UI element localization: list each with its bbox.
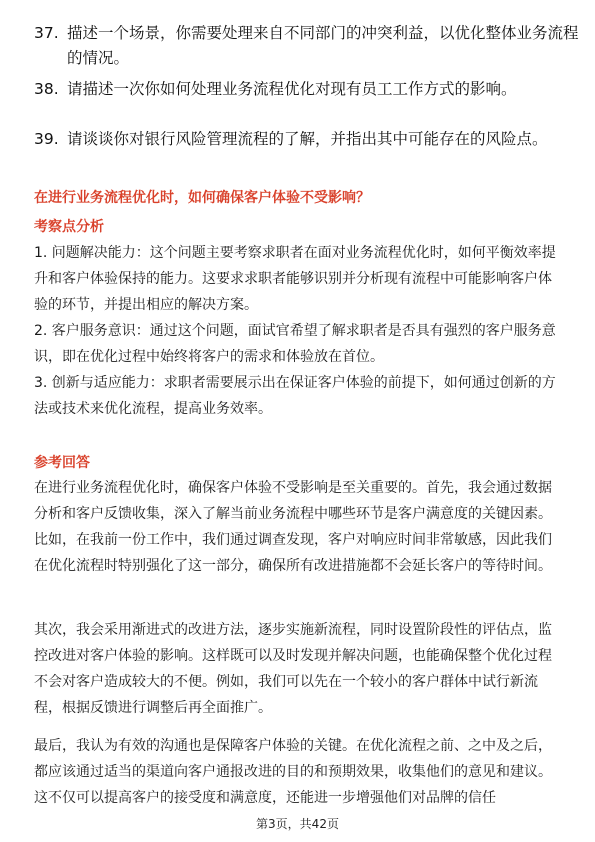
analysis-item: 3. 创新与适应能力：求职者需要展示出在保证客户体验的前提下，如何通过创新的方法或技术来优化流程，提高业务效率。	[34, 375, 556, 417]
section-title: 在进行业务流程优化时，如何确保客户体验不受影响？	[34, 190, 370, 206]
question-number: 38.	[34, 80, 59, 98]
answer-paragraph: 其次，我会采用渐进式的改进方法，逐步实施新流程，同时设置阶段性的评估点，监控改进对客户体验的影响。这样既可以及时发现并解决问题，也能确保整个优化过程不会对客户造成较大的不便。例如，我们可以先在一个较小的客户群体中试行新流程，根据反馈进行调整后再全面推广。	[34, 622, 552, 716]
analysis-heading: 考察点分析	[34, 219, 104, 235]
analysis-item: 2. 客户服务意识：通过这个问题，面试官希望了解求职者是否具有强烈的客户服务意识，即在优化过程中始终将客户的需求和体验放在首位。	[34, 323, 556, 365]
answer-paragraph: 最后，我认为有效的沟通也是保障客户体验的关键。在优化流程之前、之中及之后，都应该通过适当的渠道向客户通报改进的目的和预期效果，收集他们的意见和建议。这不仅可以提高客户的接受度和满意度，还能进一步增强他们对品牌的信任	[34, 738, 552, 806]
question-text: 描述一个场景，你需要处理来自不同部门的冲突利益，以优化整体业务流程的情况。	[67, 24, 579, 67]
page-footer: 第3页，共42页	[256, 817, 339, 831]
answer-heading: 参考回答	[34, 455, 90, 471]
question-text: 请描述一次你如何处理业务流程优化对现有员工工作方式的影响。	[67, 80, 517, 98]
analysis-item: 1. 问题解决能力：这个问题主要考察求职者在面对业务流程优化时，如何平衡效率提升和客户体验保持的能力。这要求求职者能够识别并分析现有流程中可能影响客户体验的环节，并提出相应的解决方案。	[34, 245, 556, 313]
question-number: 37.	[34, 24, 59, 42]
question-number: 39.	[34, 130, 59, 148]
question-text: 请谈谈你对银行风险管理流程的了解，并指出其中可能存在的风险点。	[67, 130, 548, 148]
answer-paragraph: 在进行业务流程优化时，确保客户体验不受影响是至关重要的。首先，我会通过数据分析和客户反馈收集，深入了解当前业务流程中哪些环节是客户满意度的关键因素。比如，在我前一份工作中，我们通过调查发现，客户对响应时间非常敏感，因此我们在优化流程时特别强化了这一部分，确保所有改进措施都不会延长客户的等待时间。	[34, 480, 552, 574]
